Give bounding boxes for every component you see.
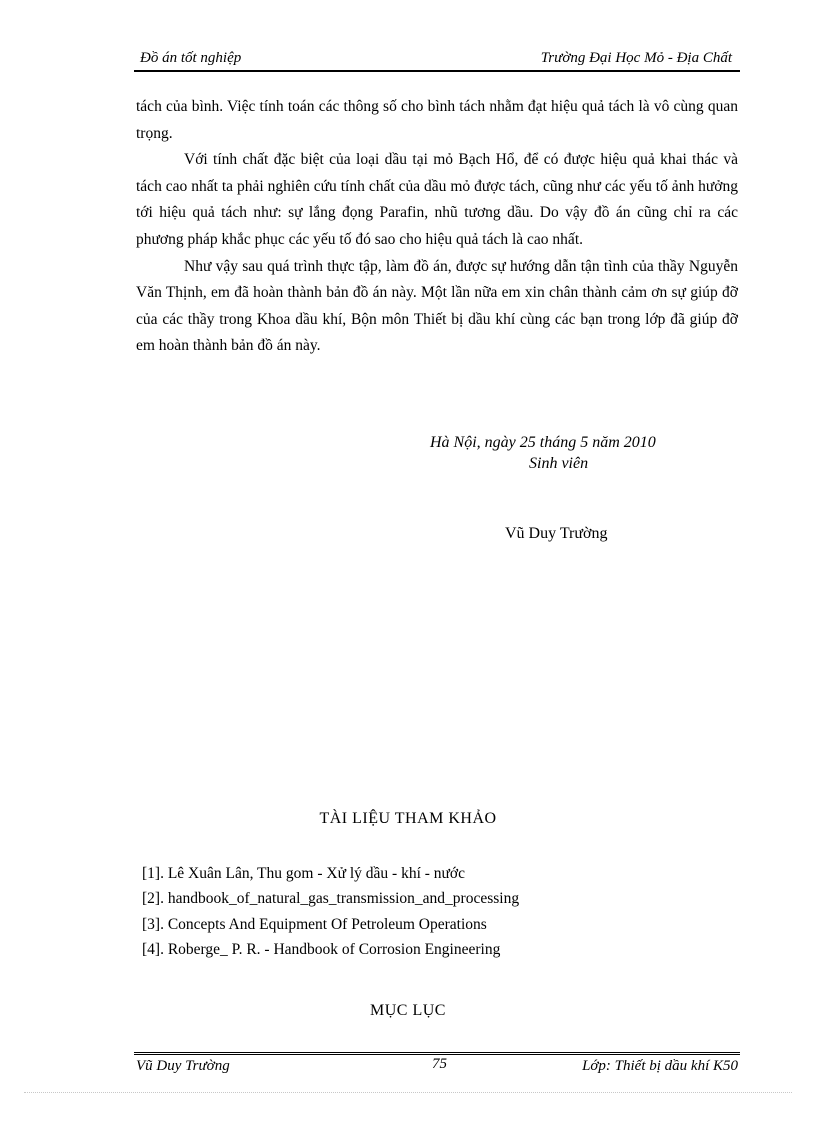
references-list: [142, 861, 519, 963]
page-edge-divider: [24, 1092, 792, 1093]
reference-item: [4]. Roberge_ P. R. - Handbook of Corrosion Engineering: [142, 941, 501, 959]
reference-item: [2]. handbook_of_natural_gas_transmission_and_processing: [142, 890, 520, 908]
page-header: [134, 48, 740, 72]
signature-name: Vũ Duy Trường: [505, 525, 608, 542]
signature-role: Sinh viên: [529, 455, 589, 472]
body-text: [136, 94, 738, 360]
header-thesis-label: Đồ án tốt nghiệp: [140, 50, 242, 66]
footer-divider: [134, 1052, 740, 1055]
signature-date: Hà Nội, ngày 25 tháng 5 năm 2010: [430, 434, 656, 451]
paragraph-1: tách của bình. Việc tính toán các thông số cho bình tách nhằm đạt hiệu quả tách là vô cùng quan trọng.: [136, 98, 738, 142]
page-footer: [134, 1058, 740, 1078]
toc-title: MỤC LỤC: [370, 1002, 446, 1019]
footer-author: Vũ Duy Trường: [136, 1058, 230, 1074]
page-number: 75: [432, 1056, 447, 1072]
paragraph-3: Như vậy sau quá trình thực tập, làm đồ án, được sự hướng dẫn tận tình của thầy Nguyễn Văn Thịnh, em đã hoàn thành bản đồ án này. Một lần nữa em xin chân thành cảm ơn sự giúp đỡ của các thầy trong Khoa dầu khí, Bộn môn Thiết bị dầu khí cùng các bạn trong lớp đã giúp đỡ em hoàn thành bản đồ án này.: [136, 257, 738, 355]
reference-item: [1]. Lê Xuân Lân, Thu gom - Xử lý dầu - khí - nước: [142, 865, 466, 882]
reference-item: [3]. Concepts And Equipment Of Petroleum Operations: [142, 915, 487, 933]
references-title: TÀI LIỆU THAM KHẢO: [319, 810, 497, 827]
paragraph-2: Với tính chất đặc biệt của loại dầu tại mỏ Bạch Hổ, để có được hiệu quả khai thác và tách cao nhất ta phải nghiên cứu tính chất của dầu mỏ được tách, cũng như các yếu tố ảnh hưởng tới hiệu quả tách như: sự lắng đọng Parafin, nhũ tương dầu. Do vậy đồ án cũng chỉ ra các phương pháp khắc phục các yếu tố đó sao cho hiệu quả tách là cao nhất.: [136, 151, 738, 248]
footer-class: Lớp: Thiết bị dầu khí K50: [582, 1058, 738, 1074]
header-university: Trường Đại Học Mỏ - Địa Chất: [540, 50, 732, 66]
